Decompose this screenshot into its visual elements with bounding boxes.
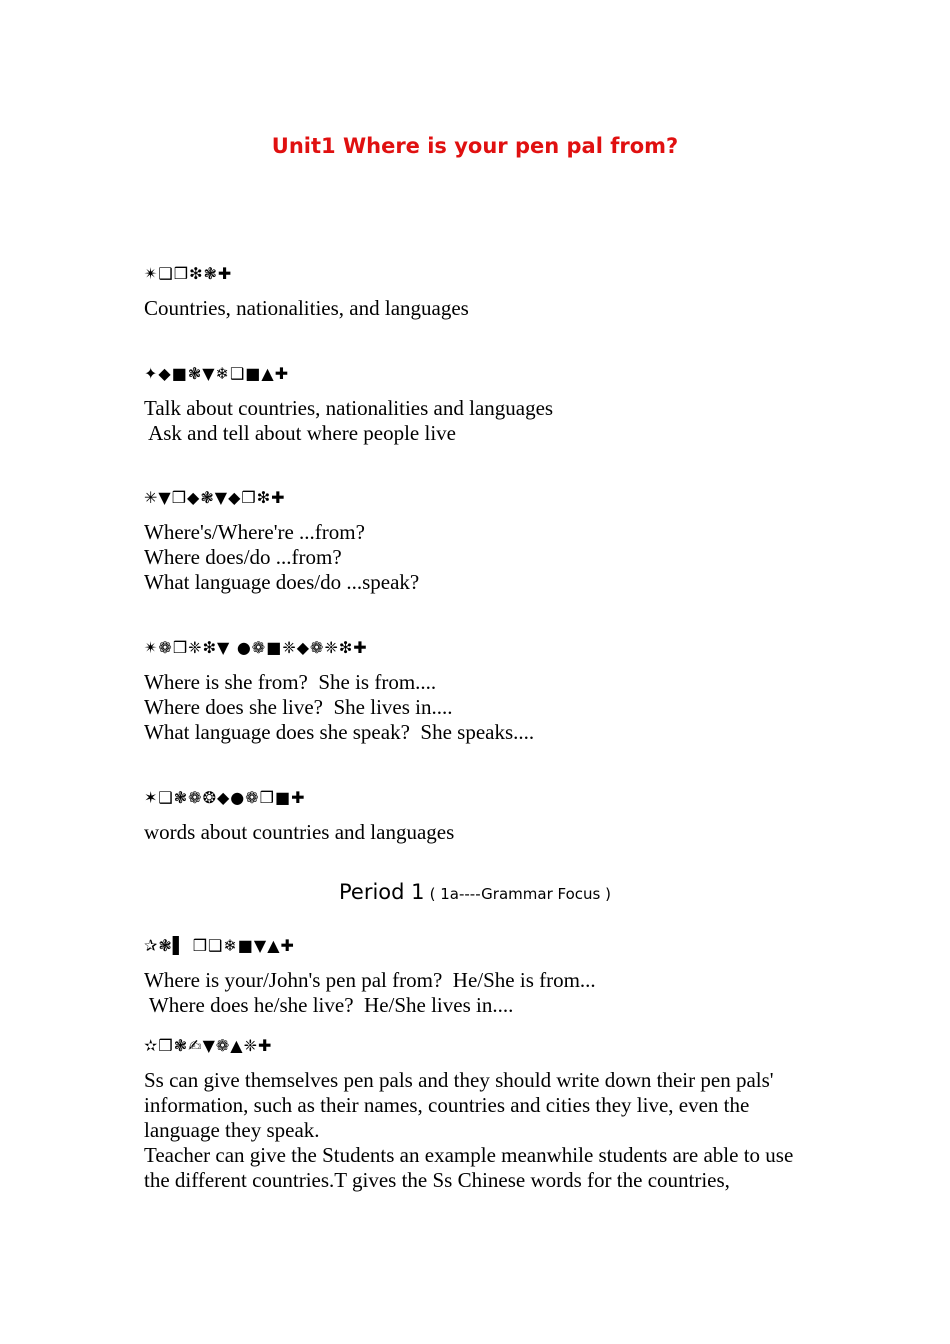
section-body-5	[144, 820, 814, 845]
body-paragraph: Teacher can give the Students an example meanwhile students are able to use the different countries.T gives the Ss Chinese words for the countries,	[144, 1143, 794, 1192]
page-title: Unit1 Where is your pen pal from?	[271, 134, 679, 158]
section-heading-5: ✶❑❃❁❂◆●❁❒■✚	[144, 788, 306, 807]
body-line: What language does/do ...speak?	[144, 570, 420, 594]
section-heading-2: ✦◆■❃▼❄❑■▲✚	[144, 364, 290, 383]
section-body-4	[144, 670, 814, 745]
section-body-2	[144, 396, 814, 446]
section-heading-3: ✳▼❒◆❃▼◆❒❇✚	[144, 488, 286, 507]
body-line: Ask and tell about where people live	[144, 421, 456, 445]
body-line: What language does she speak? She speaks....	[144, 720, 535, 744]
section-body-7	[144, 1068, 814, 1193]
body-line: Countries, nationalities, and languages	[144, 296, 469, 320]
body-line: Where is your/John's pen pal from? He/She is from...	[144, 968, 596, 992]
body-paragraph: Ss can give themselves pen pals and they should write down their pen pals' information, such as their names, countries and cities they live, even the language they speak.	[144, 1068, 774, 1142]
body-line: Where does/do ...from?	[144, 545, 342, 569]
period-subtitle: ( 1a----Grammar Focus )	[429, 885, 611, 903]
body-line: Where does he/she live? He/She lives in....	[144, 993, 514, 1017]
body-line: words about countries and languages	[144, 820, 455, 844]
section-body-1	[144, 296, 814, 321]
body-line: Where is she from? She is from....	[144, 670, 437, 694]
body-line: Where's/Where're ...from?	[144, 520, 365, 544]
section-heading-4: ✴❁❒❈❇▼ ●❁■❈◆❁❈❇✚	[144, 638, 368, 657]
body-line: Talk about countries, nationalities and languages	[144, 396, 554, 420]
section-heading-1: ✴❑❒❇❃✚	[144, 264, 233, 283]
section-heading-7: ✫❒❃✍▼❁▲❈✚	[144, 1036, 273, 1055]
section-body-6	[144, 968, 814, 1018]
section-body-3	[144, 520, 814, 595]
period-heading	[0, 880, 950, 904]
section-heading-6: ✰❃▌ ❒❑❄■▼▲✚	[144, 936, 295, 955]
period-title: Period 1	[339, 880, 425, 904]
body-line: Where does she live? She lives in....	[144, 695, 453, 719]
